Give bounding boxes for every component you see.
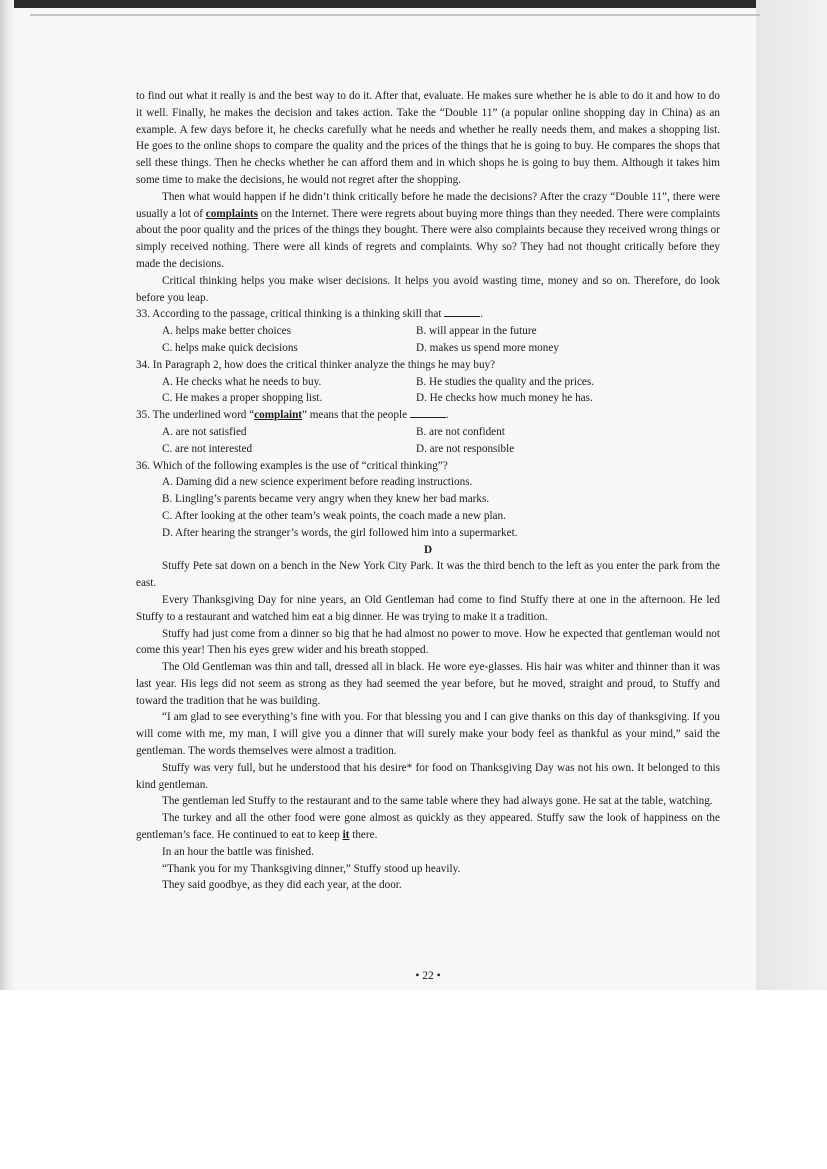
passage-d-paragraph-9: In an hour the battle was finished. xyxy=(162,845,314,858)
question-text: 35. The underlined word “ xyxy=(136,409,255,422)
question-34-stem: 34. In Paragraph 2, how does the critical thinker analyze the things he may buy? xyxy=(136,358,496,371)
passage-d-paragraph-7: The gentleman led Stuffy to the restaurant and to the same table where they had always gone. He sat at the table, watching. xyxy=(162,795,713,808)
passage-d-paragraph-10: “Thank you for my Thanksgiving dinner,” Stuffy stood up heavily. xyxy=(162,862,461,875)
paragraph-text: Then what would happen if he didn’t think critically before he made the decisions? After the crazy “Double 11”, there were usually a lot of xyxy=(136,190,720,220)
scan-right-margin xyxy=(756,0,827,990)
paragraph-text: on the Internet. There were regrets about buying more things than they needed. There were complaints about the poor quality and the prices of the things they bought. There were also complaints because they received wrong things or simply received nothing. There were all kinds of regrets and complaints. Why so? They had not thought critically before they made the decisions. xyxy=(136,207,720,270)
underlined-word-complaints: complaints xyxy=(205,207,259,220)
passage-d-paragraph-6: Stuffy was very full, but he understood that his desire* for food on Thanksgiving Day was not his own. It belonged to this kind gentleman. xyxy=(136,761,720,791)
passage-d-paragraph-3: Stuffy had just come from a dinner so big that he had almost no power to move. How he expected that gentleman would not come this year! Then his eyes grew wider and his breath stopped. xyxy=(136,627,720,657)
passage-d-paragraph-8 xyxy=(136,810,720,844)
question-33-stem xyxy=(136,306,720,323)
option-d: D. makes us spend more money xyxy=(416,341,559,354)
page-body xyxy=(136,88,720,894)
option-b: B. will appear in the future xyxy=(416,325,537,338)
question-text: 33. According to the passage, critical thinking is a thinking skill that xyxy=(136,308,442,321)
question-text: . xyxy=(445,409,449,422)
scan-top-line xyxy=(30,14,760,16)
underlined-word-complaint: complaint xyxy=(254,409,303,422)
option-d: D. are not responsible xyxy=(416,442,515,455)
passage-d-paragraph-5: “I am glad to see everything’s fine with you. For that blessing you and I can give thanks on this day of thanksgiving. If you will come with me, my man, I will give you a dinner that will surely make your body feel as thankful as your mind,” said the gentleman. The words themselves were almost a tradition. xyxy=(136,711,720,758)
scan-left-edge xyxy=(0,0,14,990)
question-34-options xyxy=(136,374,720,408)
option-a: A. Daming did a new science experiment before reading instructions. xyxy=(162,476,473,489)
paragraph-text: The turkey and all the other food were gone almost as quickly as they appeared. Stuffy saw the look of happiness on the gentleman’s face. He continued to eat to keep xyxy=(136,812,720,842)
passage-d-paragraph-2: Every Thanksgiving Day for nine years, an Old Gentleman had come to find Stuffy there at one in the afternoon. He led Stuffy to a restaurant and watched him eat a big dinner. He was trying to make it a tradition. xyxy=(136,593,720,623)
section-d-heading: D xyxy=(423,543,433,556)
option-b: B. are not confident xyxy=(416,425,505,438)
answer-blank xyxy=(410,407,446,418)
option-a: A. are not satisfied xyxy=(162,425,247,438)
option-a: A. helps make better choices xyxy=(162,325,291,338)
passage-c-paragraph-2 xyxy=(136,189,720,273)
question-35-stem xyxy=(136,407,720,424)
passage-c-paragraph-3: Critical thinking helps you make wiser decisions. It helps you avoid wasting time, money and so on. Therefore, do look before you leap. xyxy=(136,274,720,304)
option-c: C. are not interested xyxy=(162,442,253,455)
underlined-word-it: it xyxy=(342,829,350,842)
passage-d-paragraph-4: The Old Gentleman was thin and tall, dressed all in black. He wore eye-glasses. His hair was whiter and thinner than it was last year. His legs did not seem as strong as they had seemed the year before, but he moved, straight and proud, to Stuffy and toward the tradition that he was building. xyxy=(136,661,720,707)
page-number: • 22 • xyxy=(415,970,441,982)
option-d: D. He checks how much money he has. xyxy=(416,392,593,405)
option-b: B. He studies the quality and the prices. xyxy=(416,375,595,388)
option-c: C. After looking at the other team’s weak points, the coach made a new plan. xyxy=(162,509,506,522)
option-d: D. After hearing the stranger’s words, the girl followed him into a supermarket. xyxy=(162,526,518,539)
question-text: . xyxy=(480,308,484,321)
answer-blank xyxy=(444,306,480,317)
option-a: A. He checks what he needs to buy. xyxy=(162,375,322,388)
passage-d-paragraph-11: They said goodbye, as they did each year, at the door. xyxy=(162,879,402,892)
question-text: ” means that the people xyxy=(302,409,408,422)
passage-d-paragraph-1: Stuffy Pete sat down on a bench in the New York City Park. It was the third bench to the left as you enter the park from the east. xyxy=(136,560,720,590)
paragraph-text: there. xyxy=(349,829,378,842)
option-b: B. Lingling’s parents became very angry when they knew her bad marks. xyxy=(162,493,490,506)
option-c: C. He makes a proper shopping list. xyxy=(162,392,323,405)
passage-c-paragraph-1: to find out what it really is and the best way to do it. After that, evaluate. He makes sure whether he is able to do it and how to do it well. Finally, he makes the decision and takes action. Take the “Double 11” (a popular online shopping day in China) as an example. A few days before it, he checks carefully what he needs and whether he really needs them, and makes a shopping list. He goes to the online shops to compare the quality and the prices of the things that he is going to buy. He compares the shops that sell these things. Then he checks whether he can afford them and in which shops he is going to buy them. Although it takes him some time to make the decisions, he would not regret after the shopping. xyxy=(136,90,720,186)
option-c: C. helps make quick decisions xyxy=(162,341,298,354)
question-35-options xyxy=(136,424,720,458)
scan-top-border xyxy=(0,0,827,8)
question-36-stem: 36. Which of the following examples is the use of “critical thinking”? xyxy=(136,459,448,472)
question-33-options xyxy=(136,323,720,357)
